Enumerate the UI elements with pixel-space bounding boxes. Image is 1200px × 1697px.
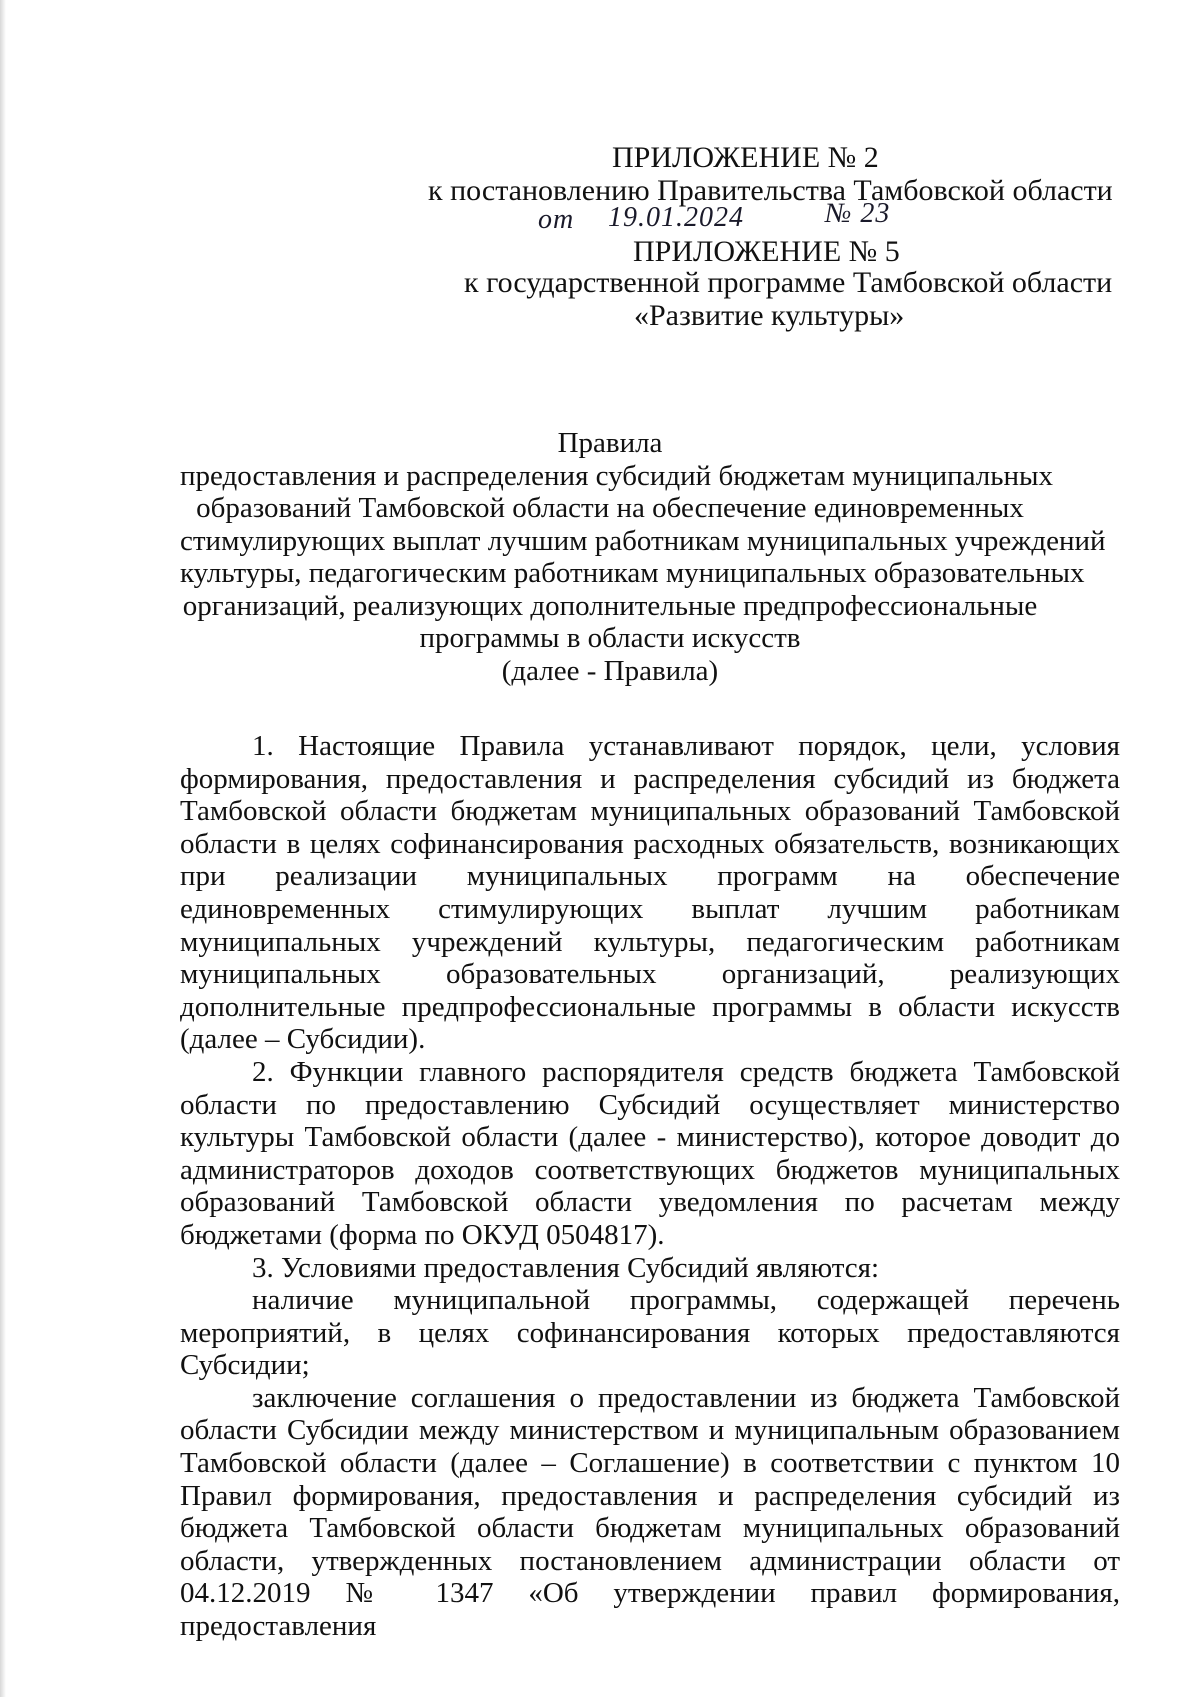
title-line: организаций, реализующих дополнительные предпрофессиональные	[182, 589, 1038, 622]
handwritten-date: 19.01.2024	[608, 202, 744, 233]
appendix-5-label: ПРИЛОЖЕНИЕ № 5	[633, 235, 900, 268]
paragraph-2: 2. Функции главного распорядителя средств бюджета Тамбовской области по предоставлению Субсидий осуществляет министерство культуры Тамбовской области (далее - министерство), которое доводит до администраторов доходов соответствующих бюджетов муниципальных образований Тамбовской области уведомления по расчетам между бюджетами (форма по ОКУД 0504817).	[180, 1055, 1120, 1251]
program-reference: к государственной программе Тамбовской области	[464, 266, 1113, 299]
title-line: программы в области искусств	[419, 622, 801, 654]
title-line: образований Тамбовской области на обеспечение единовременных	[196, 492, 1024, 524]
title-heading: Правила	[557, 427, 663, 459]
paragraph-3-condition-2: заключение соглашения о предоставлении из бюджета Тамбовской области Субсидии между министерством и муниципальным образованием Тамбовской области (далее – Соглашение) в соответствии с пунктом 10 Правил формирования, предоставления и распределения субсидий из бюджета Тамбовской области бюджетам муниципальных образований области, утвержденных постановлением администрации области от 04.12.2019 № 1347 «Об утверждении правил формирования, предоставления	[180, 1381, 1120, 1643]
title-line: стимулирующих выплат лучшим работникам муниципальных учреждений	[180, 524, 1106, 557]
handwritten-from: от	[538, 204, 575, 235]
rules-title	[180, 427, 1106, 687]
paragraph-3: 3. Условиями предоставления Субсидий являются:	[252, 1251, 880, 1284]
handwritten-number: № 23	[825, 198, 891, 229]
title-line: (далее - Правила)	[501, 654, 719, 687]
paragraph-3-condition-1: наличие муниципальной программы, содержащей перечень мероприятий, в целях софинансирования которых предоставляются Субсидии;	[180, 1284, 1120, 1382]
document-body	[180, 730, 1120, 1643]
title-line: культуры, педагогическим работникам муниципальных образовательных	[180, 557, 1085, 589]
program-name: «Развитие культуры»	[634, 299, 905, 332]
title-line: предоставления и распределения субсидий бюджетам муниципальных	[180, 459, 1053, 492]
decree-reference: к постановлению Правительства Тамбовской области	[428, 174, 1113, 207]
scan-edge	[0, 0, 6, 1697]
paragraph-1: 1. Настоящие Правила устанавливают порядок, цели, условия формирования, предоставления и распределения субсидий из бюджета Тамбовской области бюджетам муниципальных образований Тамбовской области в целях софинансирования расходных обязательств, возникающих при реализации муниципальных программ на обеспечение единовременных стимулирующих выплат лучшим работникам муниципальных учреждений культуры, педагогическим работникам муниципальных образовательных организаций, реализующих дополнительные предпрофессиональные программы в области искусств (далее – Субсидии).	[180, 730, 1120, 1056]
appendix-2-label: ПРИЛОЖЕНИЕ № 2	[612, 141, 879, 174]
